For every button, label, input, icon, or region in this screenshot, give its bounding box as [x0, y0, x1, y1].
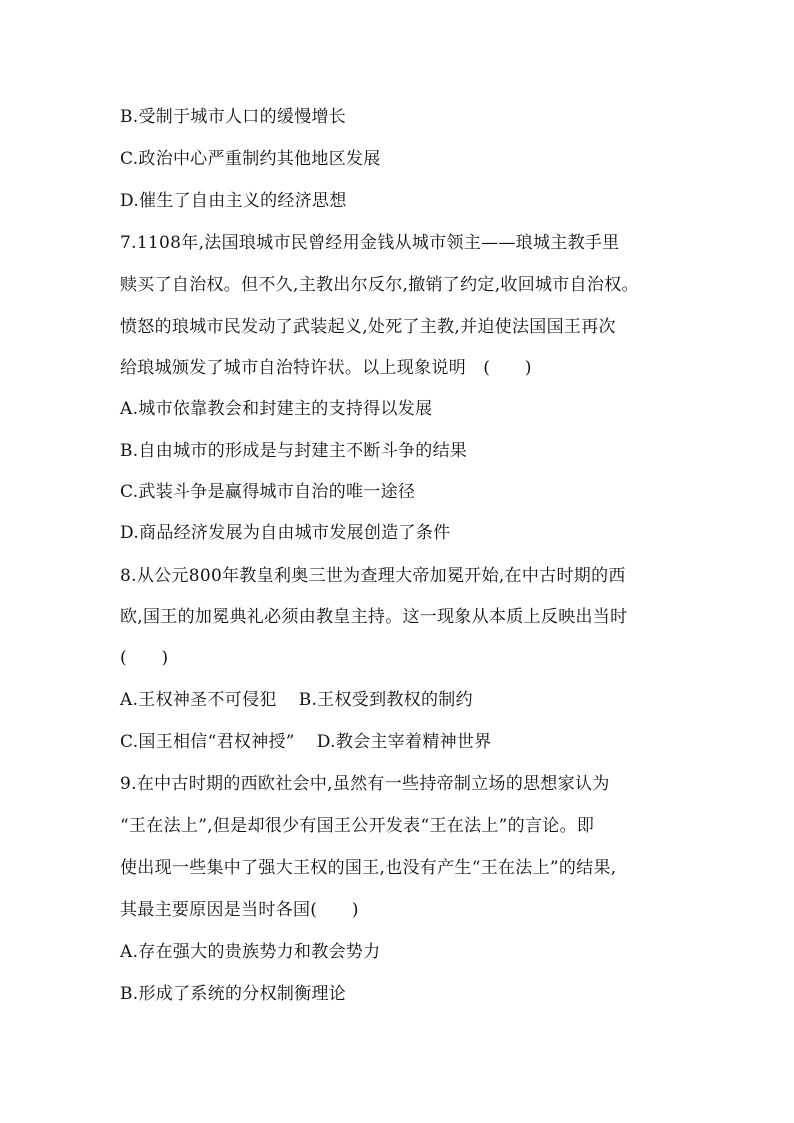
q7-option-d: D.商品经济发展为自由城市发展创造了条件	[120, 523, 451, 543]
q8-options-row-2	[120, 731, 492, 753]
q6-option-d: D.催生了自由主义的经济思想	[120, 191, 347, 211]
q8-answer-blank: ( )	[120, 648, 169, 668]
q9-stem-line-4: 其最主要原因是当时各国( )	[120, 900, 359, 920]
q9-option-a: A.存在强大的贵族势力和教会势力	[120, 942, 381, 962]
q9-stem-line-3: 使出现一些集中了强大王权的国王,也没有产生“王在法上”的结果,	[120, 858, 617, 878]
q7-stem-line-4: 给琅城颁发了城市自治特许状。以上现象说明 ( )	[120, 358, 532, 378]
q7-stem-line-3: 愤怒的琅城市民发动了武装起义,处死了主教,并迫使法国国王再次	[120, 317, 616, 337]
q6-option-c: C.政治中心严重制约其他地区发展	[120, 149, 381, 169]
q9-stem-line-2: “王在法上”,但是却很少有国王公开发表“王在法上”的言论。即	[120, 816, 595, 836]
q8-options-row-1	[120, 689, 473, 711]
q7-option-c: C.武装斗争是赢得城市自治的唯一途径	[120, 482, 416, 502]
q8-option-b: B.王权受到教权的制约	[298, 690, 473, 710]
q9-option-b: B.形成了系统的分权制衡理论	[120, 984, 347, 1004]
q6-option-b: B.受制于城市人口的缓慢增长	[120, 107, 347, 127]
q7-stem-line-2: 赎买了自治权。但不久,主教出尔反尔,撤销了约定,收回城市自治权。	[120, 275, 639, 295]
q8-option-c: C.国王相信“君权神授”	[120, 732, 295, 752]
q8-option-d: D.教会主宰着精神世界	[316, 732, 492, 752]
q7-option-a: A.城市依靠教会和封建主的支持得以发展	[120, 399, 433, 419]
q8-stem-line-2: 欧,国王的加冕典礼必须由教皇主持。这一现象从本质上反映出当时	[120, 607, 628, 627]
q8-option-a: A.王权神圣不可侵犯	[120, 690, 277, 710]
q7-stem-line-1: 7.1108年,法国琅城市民曾经用金钱从城市领主——琅城主教手里	[120, 233, 620, 253]
q7-option-b: B.自由城市的形成是与封建主不断斗争的结果	[120, 441, 468, 461]
q9-stem-line-1: 9.在中古时期的西欧社会中,虽然有一些持帝制立场的思想家认为	[120, 774, 610, 794]
q8-stem-line-1: 8.从公元800年教皇利奥三世为查理大帝加冕开始,在中古时期的西	[120, 566, 626, 586]
